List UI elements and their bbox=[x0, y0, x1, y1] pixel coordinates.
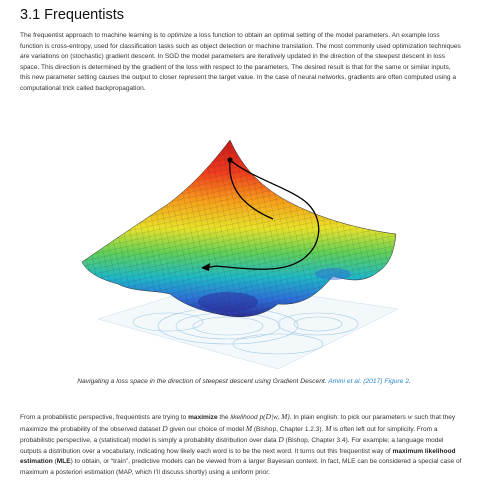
math-m-2: M bbox=[325, 423, 332, 433]
math-w: w bbox=[407, 412, 413, 421]
bold-maximize: maximize bbox=[188, 414, 218, 421]
figure-caption: Navigating a loss space in the direction of steepest descent using Gradient Descent. Amini et al. (2017) Figure 2. bbox=[77, 378, 411, 385]
section-title: 3.1 Frequentists bbox=[20, 7, 124, 23]
body-paragraph: From a probabilistic perspective, frequentists are trying to maximize the likelihood p(D|w, M). In plain english: to pick our parameters w such that they maximize the probability of the observed dataset D given our choice of model M (Bishop, Chapter 1.2.3). M is often left out for simplicity. From a probabilistic perspective, a (statistical) model is simply a probability distribution over data D (Bishop, Chapter 3.4). For example; a language model outputs a distribution over a vocabulary, indicating how likely each word is to be the next word. It turns out this frequentist way of maximum likelihood estimation (MLE) to obtain, or “train”, predictive models can be viewed from a larger Bayesian context. In fact, MLE can be considered a special case of maximum a posteriori estimation (MAP, which I’ll discuss shortly) using a uniform prior. bbox=[20, 412, 462, 476]
bold-mle-full: maximum likelihood estimation bbox=[20, 447, 456, 466]
emphasis-likelihood: likelihood bbox=[230, 414, 258, 421]
loss-landscape-figure bbox=[78, 134, 408, 369]
math-d-2: D bbox=[278, 435, 284, 445]
math-m: M bbox=[245, 423, 253, 433]
emphasis-optimize: optimize bbox=[167, 32, 192, 39]
start-point bbox=[227, 157, 232, 162]
citation-link[interactable]: Amini et al. (2017) Figure 2 bbox=[328, 378, 409, 385]
bold-mle: MLE bbox=[56, 458, 71, 466]
intro-paragraph: The frequentist approach to machine learning is to optimize a loss function to obtain an optimal setting of the model parameters. An example loss function is cross-entropy, used for classification tasks such as object detection or machine translation. The most commonly used optimization techniques are variations on (stochastic) gradient descent. In SGD the model parameters are iteratively updated in the direction of the steepest descent in loss space. This direction is determined by the gradient of the loss with respect to the parameters. The desired result is that for the same or similar inputs, this new parameter setting causes the output to closer represent the target value. In the case of neural networks, gradients are often computed using a computational trick called backpropagation. bbox=[20, 32, 461, 92]
math-d: D bbox=[162, 423, 168, 433]
math-likelihood: p(D|w, M) bbox=[259, 412, 290, 421]
